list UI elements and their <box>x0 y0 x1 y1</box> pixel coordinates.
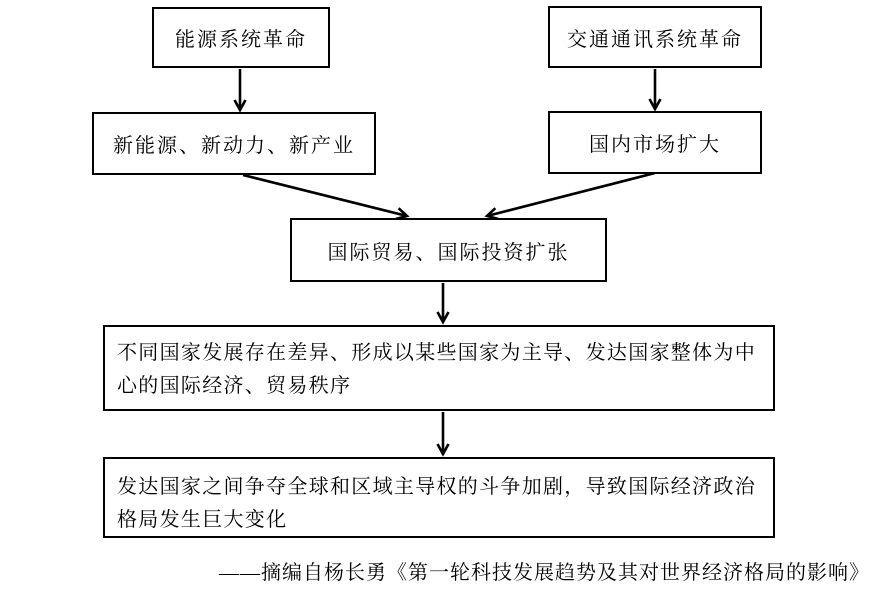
node-transport-comm-revolution: 交通通讯系统革命 <box>548 6 762 68</box>
source-caption: ——摘编自杨长勇《第一轮科技发展趋势及其对世界经济格局的影响》 <box>219 562 870 584</box>
node-trade-investment-expansion: 国际贸易、国际投资扩张 <box>290 218 607 282</box>
node-energy-revolution: 能源系统革命 <box>152 7 330 68</box>
arrow-domestic-market-to-trade <box>487 173 655 216</box>
node-domestic-market: 国内市场扩大 <box>548 111 762 174</box>
node-new-energy-industry: 新能源、新动力、新产业 <box>92 112 376 175</box>
arrow-new-energy-to-trade <box>243 175 407 216</box>
node-international-economic-order: 不同国家发展存在差异、形成以某些国家为主导、发达国家整体为中心的国际经济、贸易秩序 <box>103 325 775 411</box>
node-power-struggle: 发达国家之间争夺全球和区域主导权的斗争加剧，导致国际经济政治格局发生巨大变化 <box>103 457 775 538</box>
